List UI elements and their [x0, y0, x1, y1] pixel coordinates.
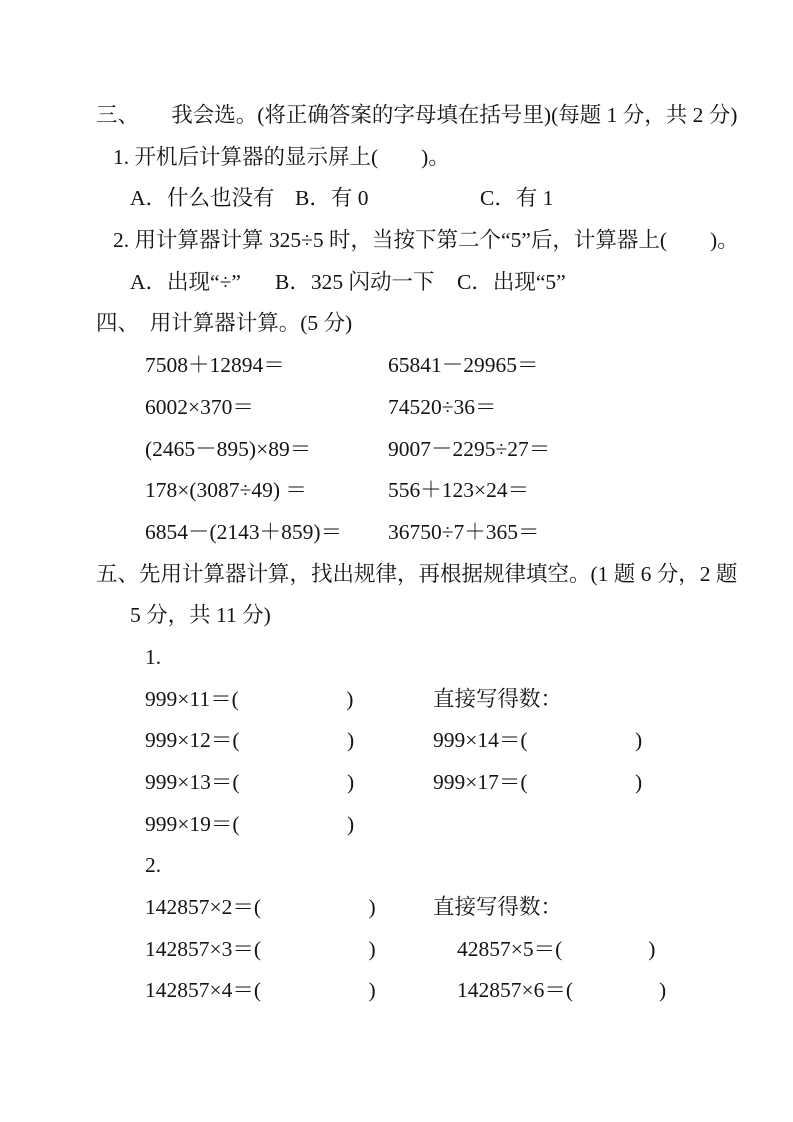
calc-row	[96, 387, 763, 429]
pattern-expression: 142857×2＝( )	[145, 895, 376, 920]
pattern-row	[96, 720, 763, 762]
calc-row	[96, 429, 763, 471]
q2-option-c: C．出现“5”	[457, 269, 566, 294]
calc-expression: 6002×370＝	[145, 394, 254, 419]
calc-expression: 178×(3087÷49) ＝	[145, 478, 307, 503]
q1-stem: 1. 开机后计算器的显示屏上( )。	[113, 144, 450, 169]
part2-label: 2.	[145, 853, 162, 878]
direct-answer-label: 直接写得数：	[433, 686, 563, 711]
calc-expression: 9007－2295÷27＝	[388, 436, 551, 461]
pattern-row	[96, 762, 763, 804]
q1-option-c: C．有 1	[480, 186, 554, 211]
pattern-expression: 999×11＝( )	[145, 686, 354, 711]
calc-expression: 36750÷7＋365＝	[388, 519, 540, 544]
pattern-expression: 142857×6＝( )	[457, 978, 667, 1003]
pattern-row	[96, 679, 763, 721]
section5-heading-line2: 5 分，共 11 分)	[130, 603, 271, 628]
calc-row	[96, 345, 763, 387]
pattern-row	[96, 804, 763, 846]
q2-option-b: B．325 闪动一下	[275, 269, 435, 294]
section4-heading: 四、 用计算器计算。(5 分)	[96, 311, 353, 336]
calc-expression: 74520÷36＝	[388, 394, 497, 419]
q1-options	[96, 178, 763, 220]
q1-option-a: A．什么也没有	[130, 186, 275, 211]
q2-stem: 2. 用计算器计算 325÷5 时，当按下第二个“5”后，计算器上( )。	[113, 228, 739, 253]
pattern-expression: 999×19＝( )	[145, 811, 355, 836]
pattern-row	[96, 887, 763, 929]
pattern-row	[96, 929, 763, 971]
pattern-expression: 999×17＝( )	[433, 770, 643, 794]
pattern-expression: 142857×3＝( )	[145, 936, 376, 961]
q1-option-b: B．有 0	[295, 186, 369, 211]
calc-expression: (2465－895)×89＝	[145, 436, 312, 461]
pattern-expression: 142857×4＝( )	[145, 978, 376, 1003]
pattern-expression: 999×12＝( )	[145, 728, 355, 753]
section3-heading: 三、 我会选。(将正确答案的字母填在括号里)(每题 1 分，共 2 分)	[96, 103, 738, 127]
section5-heading-line1: 五、先用计算器计算，找出规律，再根据规律填空。(1 题 6 分，2 题	[96, 561, 738, 586]
calc-row	[96, 512, 763, 554]
part1-label: 1.	[145, 644, 162, 669]
pattern-expression: 999×14＝( )	[433, 728, 643, 753]
direct-answer-label: 直接写得数：	[433, 895, 563, 920]
calc-row	[96, 470, 763, 512]
calc-expression: 556＋123×24＝	[388, 478, 530, 503]
calc-expression: 7508＋12894＝	[145, 353, 285, 378]
q2-options	[96, 262, 763, 304]
pattern-expression: 999×13＝( )	[145, 770, 355, 794]
pattern-expression: 42857×5＝( )	[457, 936, 656, 961]
calc-expression: 6854－(2143＋859)＝	[145, 519, 343, 544]
calc-expression: 65841－29965＝	[388, 353, 539, 378]
q2-option-a: A．出现“÷”	[130, 269, 241, 294]
pattern-row	[96, 970, 763, 1012]
